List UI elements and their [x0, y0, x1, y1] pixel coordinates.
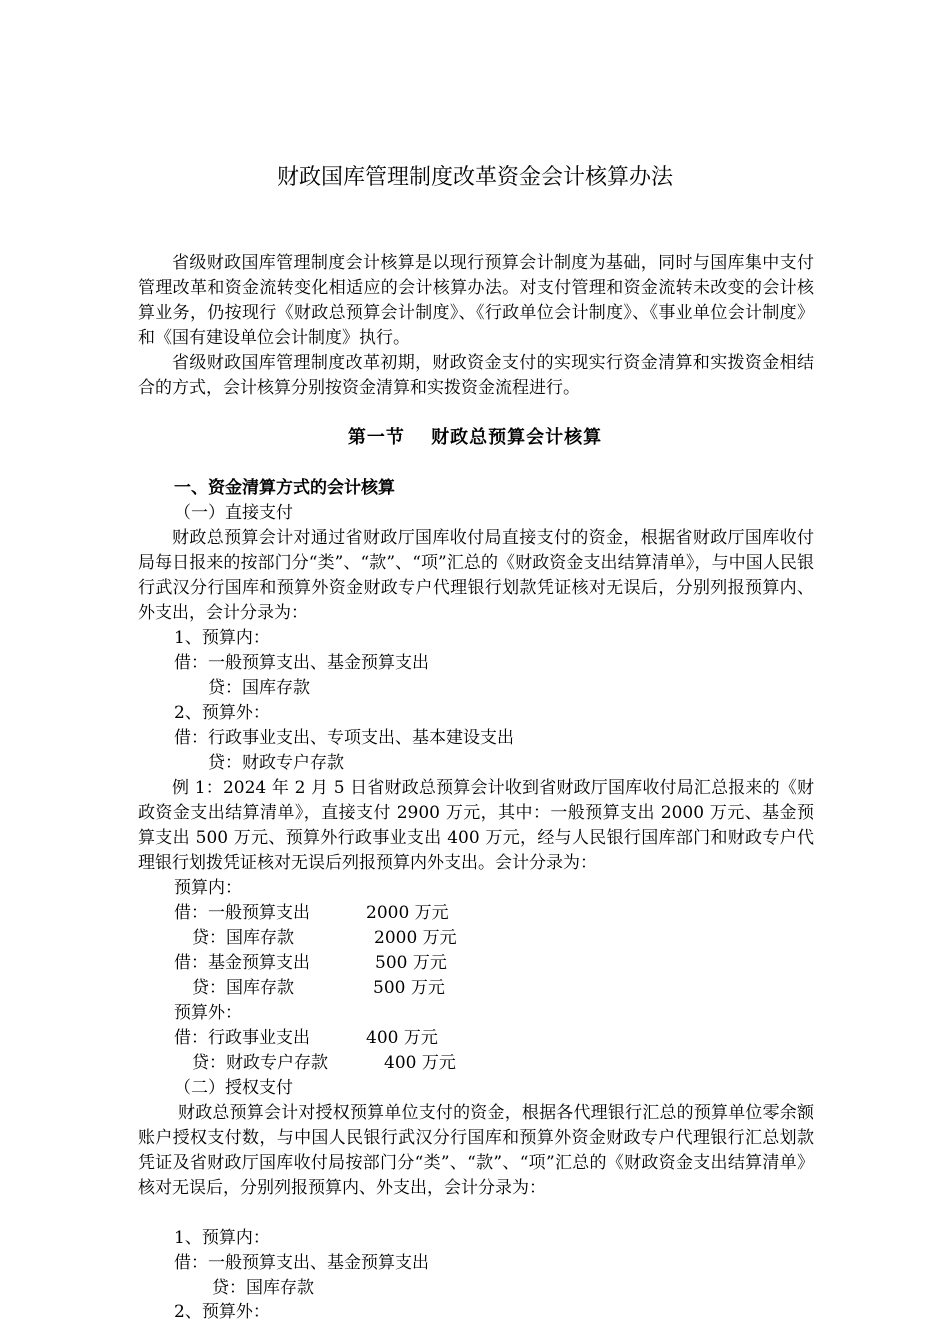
- intro-section: [138, 251, 814, 401]
- part1-budget-in-debit: 借：一般预算支出、基金预算支出: [174, 653, 429, 673]
- part2-paragraph: 财政总预算会计对授权预算单位支付的资金，根据各代理银行汇总的预算单位零余额账户授权支付数，与中国人民银行武汉分行国库和预算外资金财政专户代理银行汇总划款凭证及省财政厅国库收付局按部门分“类”、“款”、“项”汇总的《财政资金支出结算清单》核对无误后，分别列报预算内、外支出，会计分录为：: [138, 1103, 814, 1198]
- section-heading: 第一节 财政总预算会计核算: [347, 427, 603, 448]
- example-entry-amount: 2000 万元: [366, 903, 449, 923]
- part2-budget-in-credit: 贷：国库存款: [212, 1278, 314, 1298]
- sub-heading: 一、资金清算方式的会计核算: [174, 478, 395, 498]
- example-entry-text: 借：一般预算支出: [174, 903, 310, 923]
- intro-paragraph-1: 省级财政国库管理制度会计核算是以现行预算会计制度为基础，同时与国库集中支付管理改革和资金流转变化相适应的会计核算办法。对支付管理和资金流转未改变的会计核算业务，仍按现行《财政总预算会计制度》、《行政单位会计制度》、《事业单位会计制度》和《国有建设单位会计制度》执行。: [138, 253, 814, 348]
- part2-label: （二）授权支付: [174, 1078, 293, 1098]
- example-entry-amount: 2000 万元: [374, 928, 457, 948]
- example-paragraph-block: [138, 776, 814, 876]
- part2-budget-in-label: 1、预算内：: [174, 1228, 270, 1248]
- example-entry-text: 借：行政事业支出: [174, 1028, 310, 1048]
- example-entry-amount: 500 万元: [373, 978, 445, 998]
- example-entry-amount: 400 万元: [366, 1028, 438, 1048]
- intro-paragraph-2: 省级财政国库管理制度改革初期，财政资金支付的实现实行资金清算和实拨资金相结合的方式，会计核算分别按资金清算和实拨资金流程进行。: [138, 353, 814, 398]
- example-entry-amount: 500 万元: [375, 953, 447, 973]
- part1-label: （一）直接支付: [174, 503, 293, 523]
- example-paragraph: 例 1：2024 年 2 月 5 日省财政总预算会计收到省财政厅国库收付局汇总报来的《财政资金支出结算清单》，直接支付 2900 万元，其中：一般预算支出 2000 万元、基金预算支出 500 万元、预算外行政事业支出 400 万元，经与人民银行国库部门和财政专户代理银行划拨凭证核对无误后列报预算内外支出。会计分录为：: [138, 778, 814, 873]
- part1-paragraph: 财政总预算会计对通过省财政厅国库收付局直接支付的资金，根据省财政厅国库收付局每日报来的按部门分“类”、“款”、“项”汇总的《财政资金支出结算清单》，与中国人民银行武汉分行国库和预算外资金财政专户代理银行划款凭证核对无误后，分别列报预算内、外支出，会计分录为：: [138, 528, 814, 623]
- example-entry-text: 贷：财政专户存款: [192, 1053, 328, 1073]
- part2-budget-in-debit: 借：一般预算支出、基金预算支出: [174, 1253, 429, 1273]
- part1-budget-in-credit: 贷：国库存款: [208, 678, 310, 698]
- example-entry-text: 贷：国库存款: [192, 978, 294, 998]
- example-entry-amount: 400 万元: [384, 1053, 456, 1073]
- part1-paragraph-block: [138, 526, 814, 626]
- example-entry-text: 借：基金预算支出: [174, 953, 310, 973]
- part1-budget-out-credit: 贷：财政专户存款: [208, 753, 344, 773]
- document-title: 财政国库管理制度改革资金会计核算办法: [276, 165, 673, 190]
- part1-budget-in-label: 1、预算内：: [174, 628, 270, 648]
- part2-paragraph-block: [138, 1101, 814, 1201]
- example-budget-out-label: 预算外：: [174, 1003, 242, 1023]
- part2-budget-out-label: 2、预算外：: [174, 1302, 270, 1322]
- part1-budget-out-label: 2、预算外：: [174, 703, 270, 723]
- part1-budget-out-debit: 借：行政事业支出、专项支出、基本建设支出: [174, 728, 514, 748]
- example-budget-in-label: 预算内：: [174, 878, 242, 898]
- example-entry-text: 贷：国库存款: [192, 928, 294, 948]
